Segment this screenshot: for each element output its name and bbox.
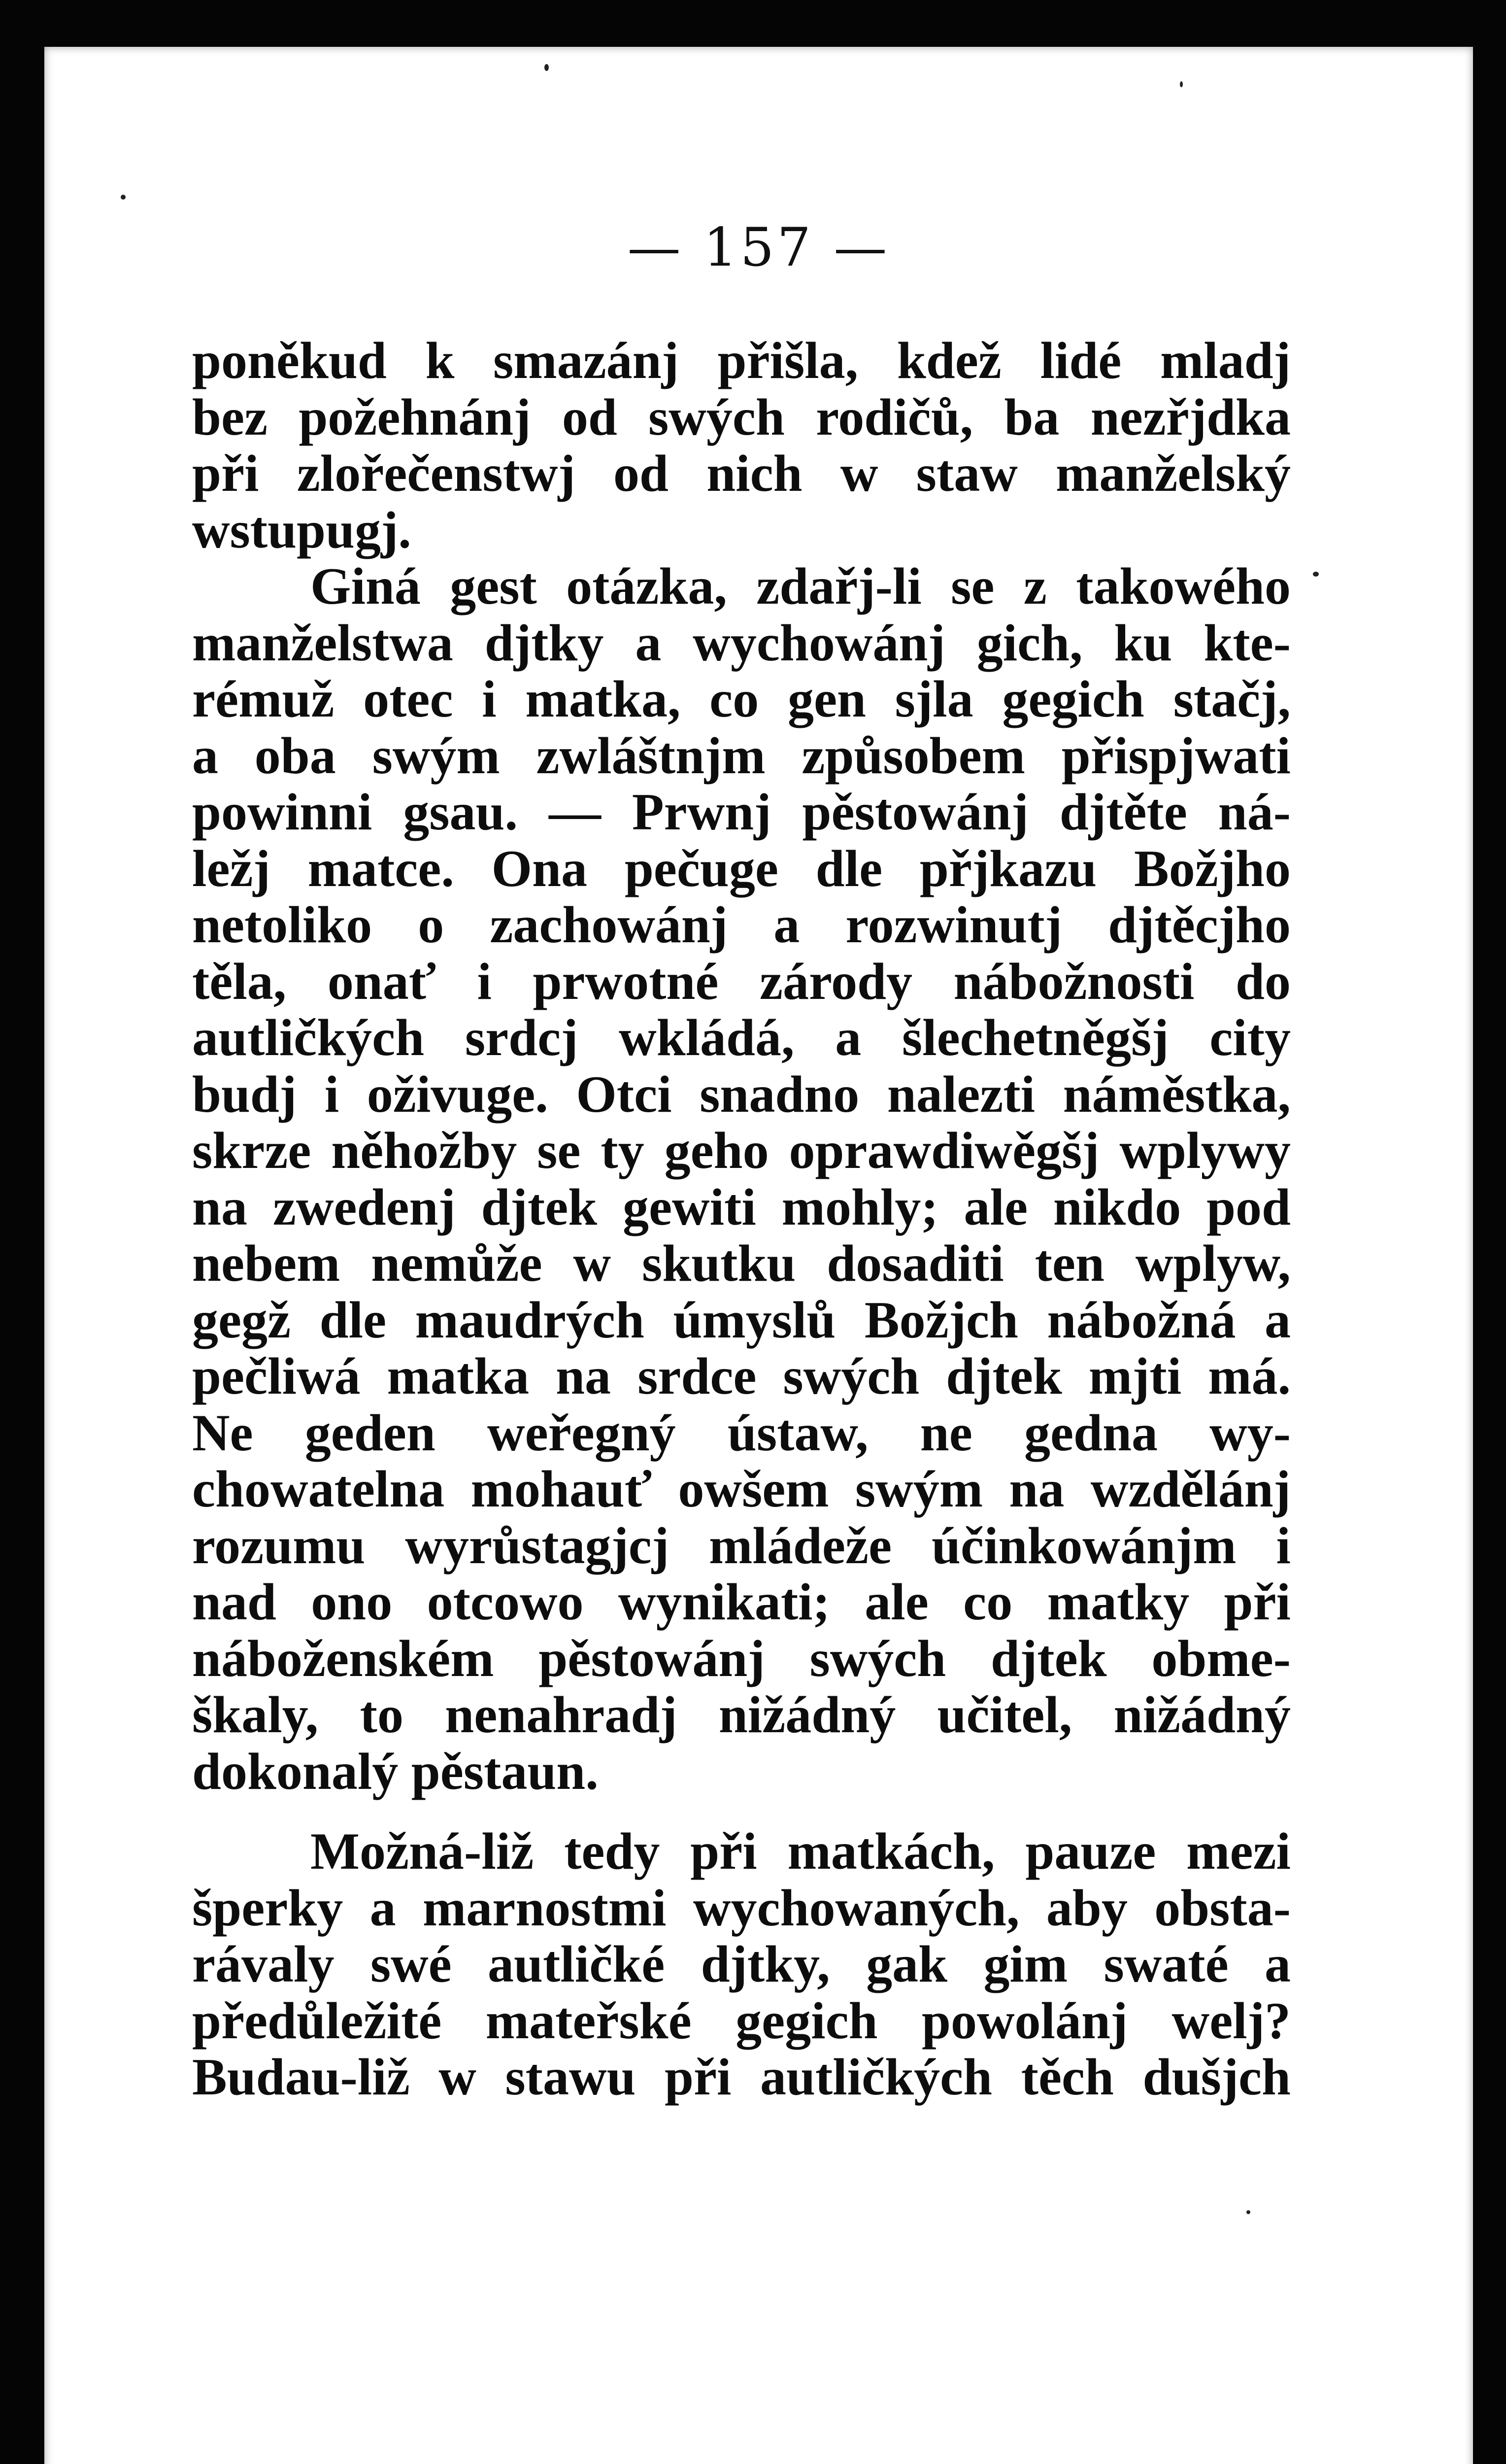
body-text <box>192 333 1291 2106</box>
text-line: a oba swým zwláštnjm způsobem přispjwati <box>192 726 1291 785</box>
text-line: autličkých srdcj wkládá, a šlechetněgšj city <box>192 1009 1291 1066</box>
paragraph-2 <box>192 558 1291 1800</box>
text-line: škaly, to nenahradj nižádný učitel, nižádný <box>192 1686 1291 1744</box>
text-line: powinni gsau. — Prwnj pěstowánj djtěte ná- <box>192 783 1291 841</box>
text-line: rávaly swé autličké djtky, gak gim swaté a <box>192 1935 1291 1993</box>
text-line: náboženském pěstowánj swých djtek obme- <box>192 1629 1291 1687</box>
paragraph-3 <box>192 1823 1291 2106</box>
text-line: nebem nemůže w skutku dosaditi ten wplyw, <box>192 1234 1291 1292</box>
text-line: Giná gest otázka, zdařj-li se z takowého <box>310 557 1291 615</box>
text-line: skrze něhožby se ty geho oprawdiwěgšj wplywy <box>192 1122 1291 1179</box>
text-line: rozumu wyrůstagjcj mládeže účinkowánjm i <box>192 1516 1291 1574</box>
text-line: dokonalý pěstaun. <box>192 1742 599 1800</box>
text-line: ležj matce. Ona pečuge dle přjkazu Božjho <box>192 839 1291 897</box>
text-line: chowatelna mohauť owšem swým na wzdělánj <box>192 1460 1291 1518</box>
ink-speck <box>1246 2210 1250 2214</box>
text-line: pečliwá matka na srdce swých djtek mjti má. <box>192 1347 1291 1405</box>
text-line: bez požehnánj od swých rodičů, ba nezřjdka <box>192 388 1291 446</box>
text-line: šperky a marnostmi wychowaných, aby obsta- <box>192 1879 1291 1937</box>
paragraph-1 <box>192 333 1291 558</box>
text-line: na zwedenj djtek gewiti mohly; ale nikdo pod <box>192 1178 1291 1236</box>
text-line: nad ono otcowo wynikati; ale co matky při <box>192 1573 1291 1631</box>
text-line: rémuž otec i matka, co gen sjla gegich stačj, <box>192 670 1291 728</box>
text-line: wstupugj. <box>192 501 411 559</box>
page-number: — 157 — <box>627 217 890 278</box>
ink-speck <box>544 64 549 71</box>
book-page <box>44 47 1473 2464</box>
ink-speck <box>1313 572 1319 577</box>
text-line: při zlořečenstwj od nich w staw manželský <box>192 445 1291 502</box>
paragraph-spacer <box>192 1800 1291 1823</box>
ink-speck <box>1180 81 1183 87</box>
text-line: manželstwa djtky a wychowánj gich, ku kte- <box>192 614 1291 672</box>
text-line: Možná-liž tedy při matkách, pauze mezi <box>310 1822 1291 1880</box>
text-line: těla, onať i prwotné zárody nábožnosti do <box>192 952 1291 1010</box>
text-line: předůležité mateřské gegich powolánj welj? <box>192 1991 1291 2050</box>
text-line: gegž dle maudrých úmyslů Božjch nábožná a <box>192 1291 1291 1349</box>
text-line: Budau-liž w stawu při autličkých těch dušjch <box>192 2048 1291 2106</box>
text-line: Ne geden weřegný ústaw, ne gedna wy- <box>192 1403 1291 1462</box>
ink-speck <box>121 195 126 200</box>
text-line: netoliko o zachowánj a rozwinutj djtěcjho <box>192 896 1291 954</box>
text-line: budj i oživuge. Otci snadno nalezti náměstka, <box>192 1065 1291 1123</box>
text-line: poněkud k smazánj přišla, kdež lidé mladj <box>192 332 1291 389</box>
